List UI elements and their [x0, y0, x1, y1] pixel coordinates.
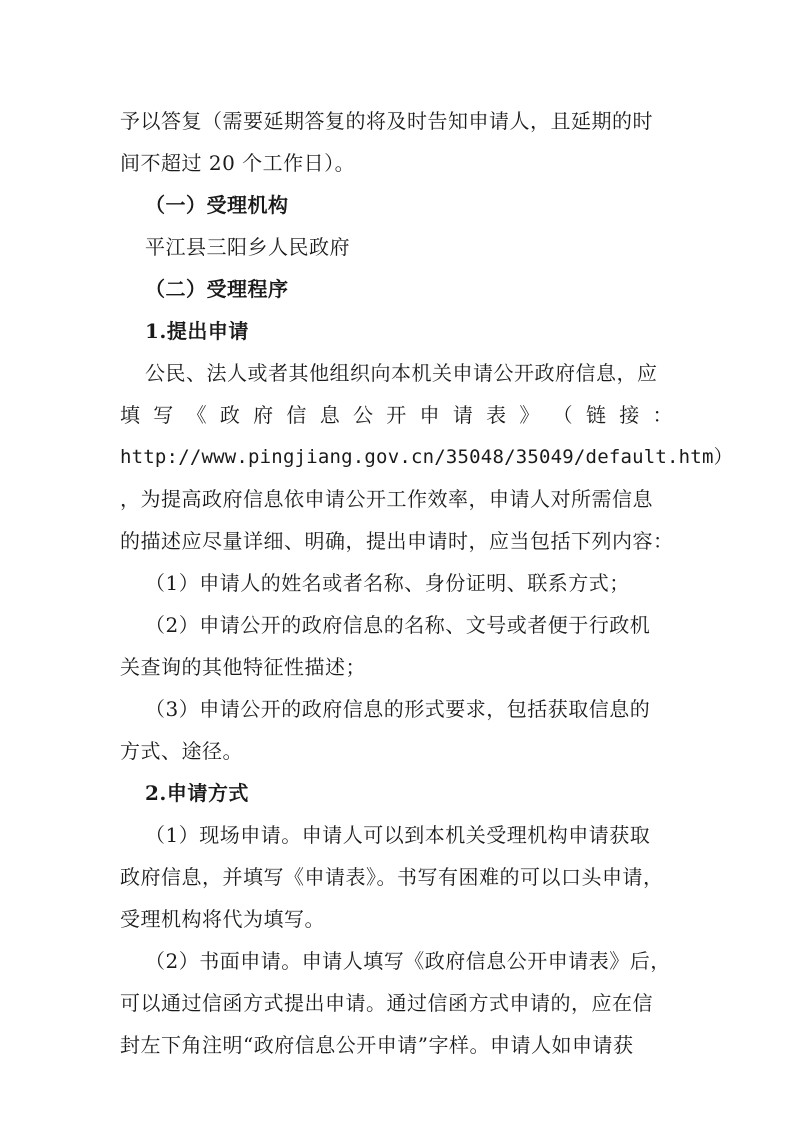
paragraph-line: 关查询的其他特征性描述；: [120, 655, 366, 679]
paragraph-line: 方式、途径。: [120, 739, 243, 763]
paragraph-line: 公民、法人或者其他组织向本机关申请公开政府信息，应: [145, 361, 658, 385]
list-item: （3）申请公开的政府信息的形式要求，包括获取信息的: [145, 697, 651, 721]
section-heading-acceptance-agency: （一）受理机构: [145, 193, 289, 217]
paragraph-line: 受理机构将代为填写。: [120, 907, 325, 931]
list-item: （2）书面申请。申请人填写《政府信息公开申请表》后，: [145, 949, 671, 973]
application-form-link[interactable]: http://www.pingjiang.gov.cn/35048/35049/default.htm）: [120, 446, 733, 468]
list-item: （2）申请公开的政府信息的名称、文号或者便于行政机: [145, 613, 651, 637]
paragraph-line: 政府信息，并填写《申请表》。书写有困难的可以口头申请，: [120, 865, 664, 889]
paragraph-line: 封左下角注明“政府信息公开申请”字样。申请人如申请获: [120, 1033, 634, 1057]
paragraph-line: 间不超过 20 个工作日）。: [120, 151, 356, 175]
list-item: （1）现场申请。申请人可以到本机关受理机构申请获取: [145, 823, 651, 847]
section-heading-acceptance-procedure: （二）受理程序: [145, 277, 289, 301]
paragraph-line: 可以通过信函方式提出申请。通过信函方式申请的，应在信: [120, 991, 653, 1015]
list-item: （1）申请人的姓名或者名称、身份证明、联系方式；: [145, 571, 630, 595]
paragraph-line: 予以答复（需要延期答复的将及时告知申请人，且延期的时: [120, 109, 653, 133]
paragraph-line: 的描述应尽量详细、明确，提出申请时，应当包括下列内容：: [120, 529, 674, 553]
paragraph-line: ，为提高政府信息依申请公开工作效率，申请人对所需信息: [120, 487, 653, 511]
subheading-application-method: 2.申请方式: [145, 781, 249, 805]
subheading-submit-application: 1.提出申请: [145, 319, 249, 343]
agency-name: 平江县三阳乡人民政府: [145, 235, 350, 259]
spread-line: 填 写 《 政 府 信 息 公 开 申 请 表 》 （ 链 接 ：: [120, 403, 673, 427]
